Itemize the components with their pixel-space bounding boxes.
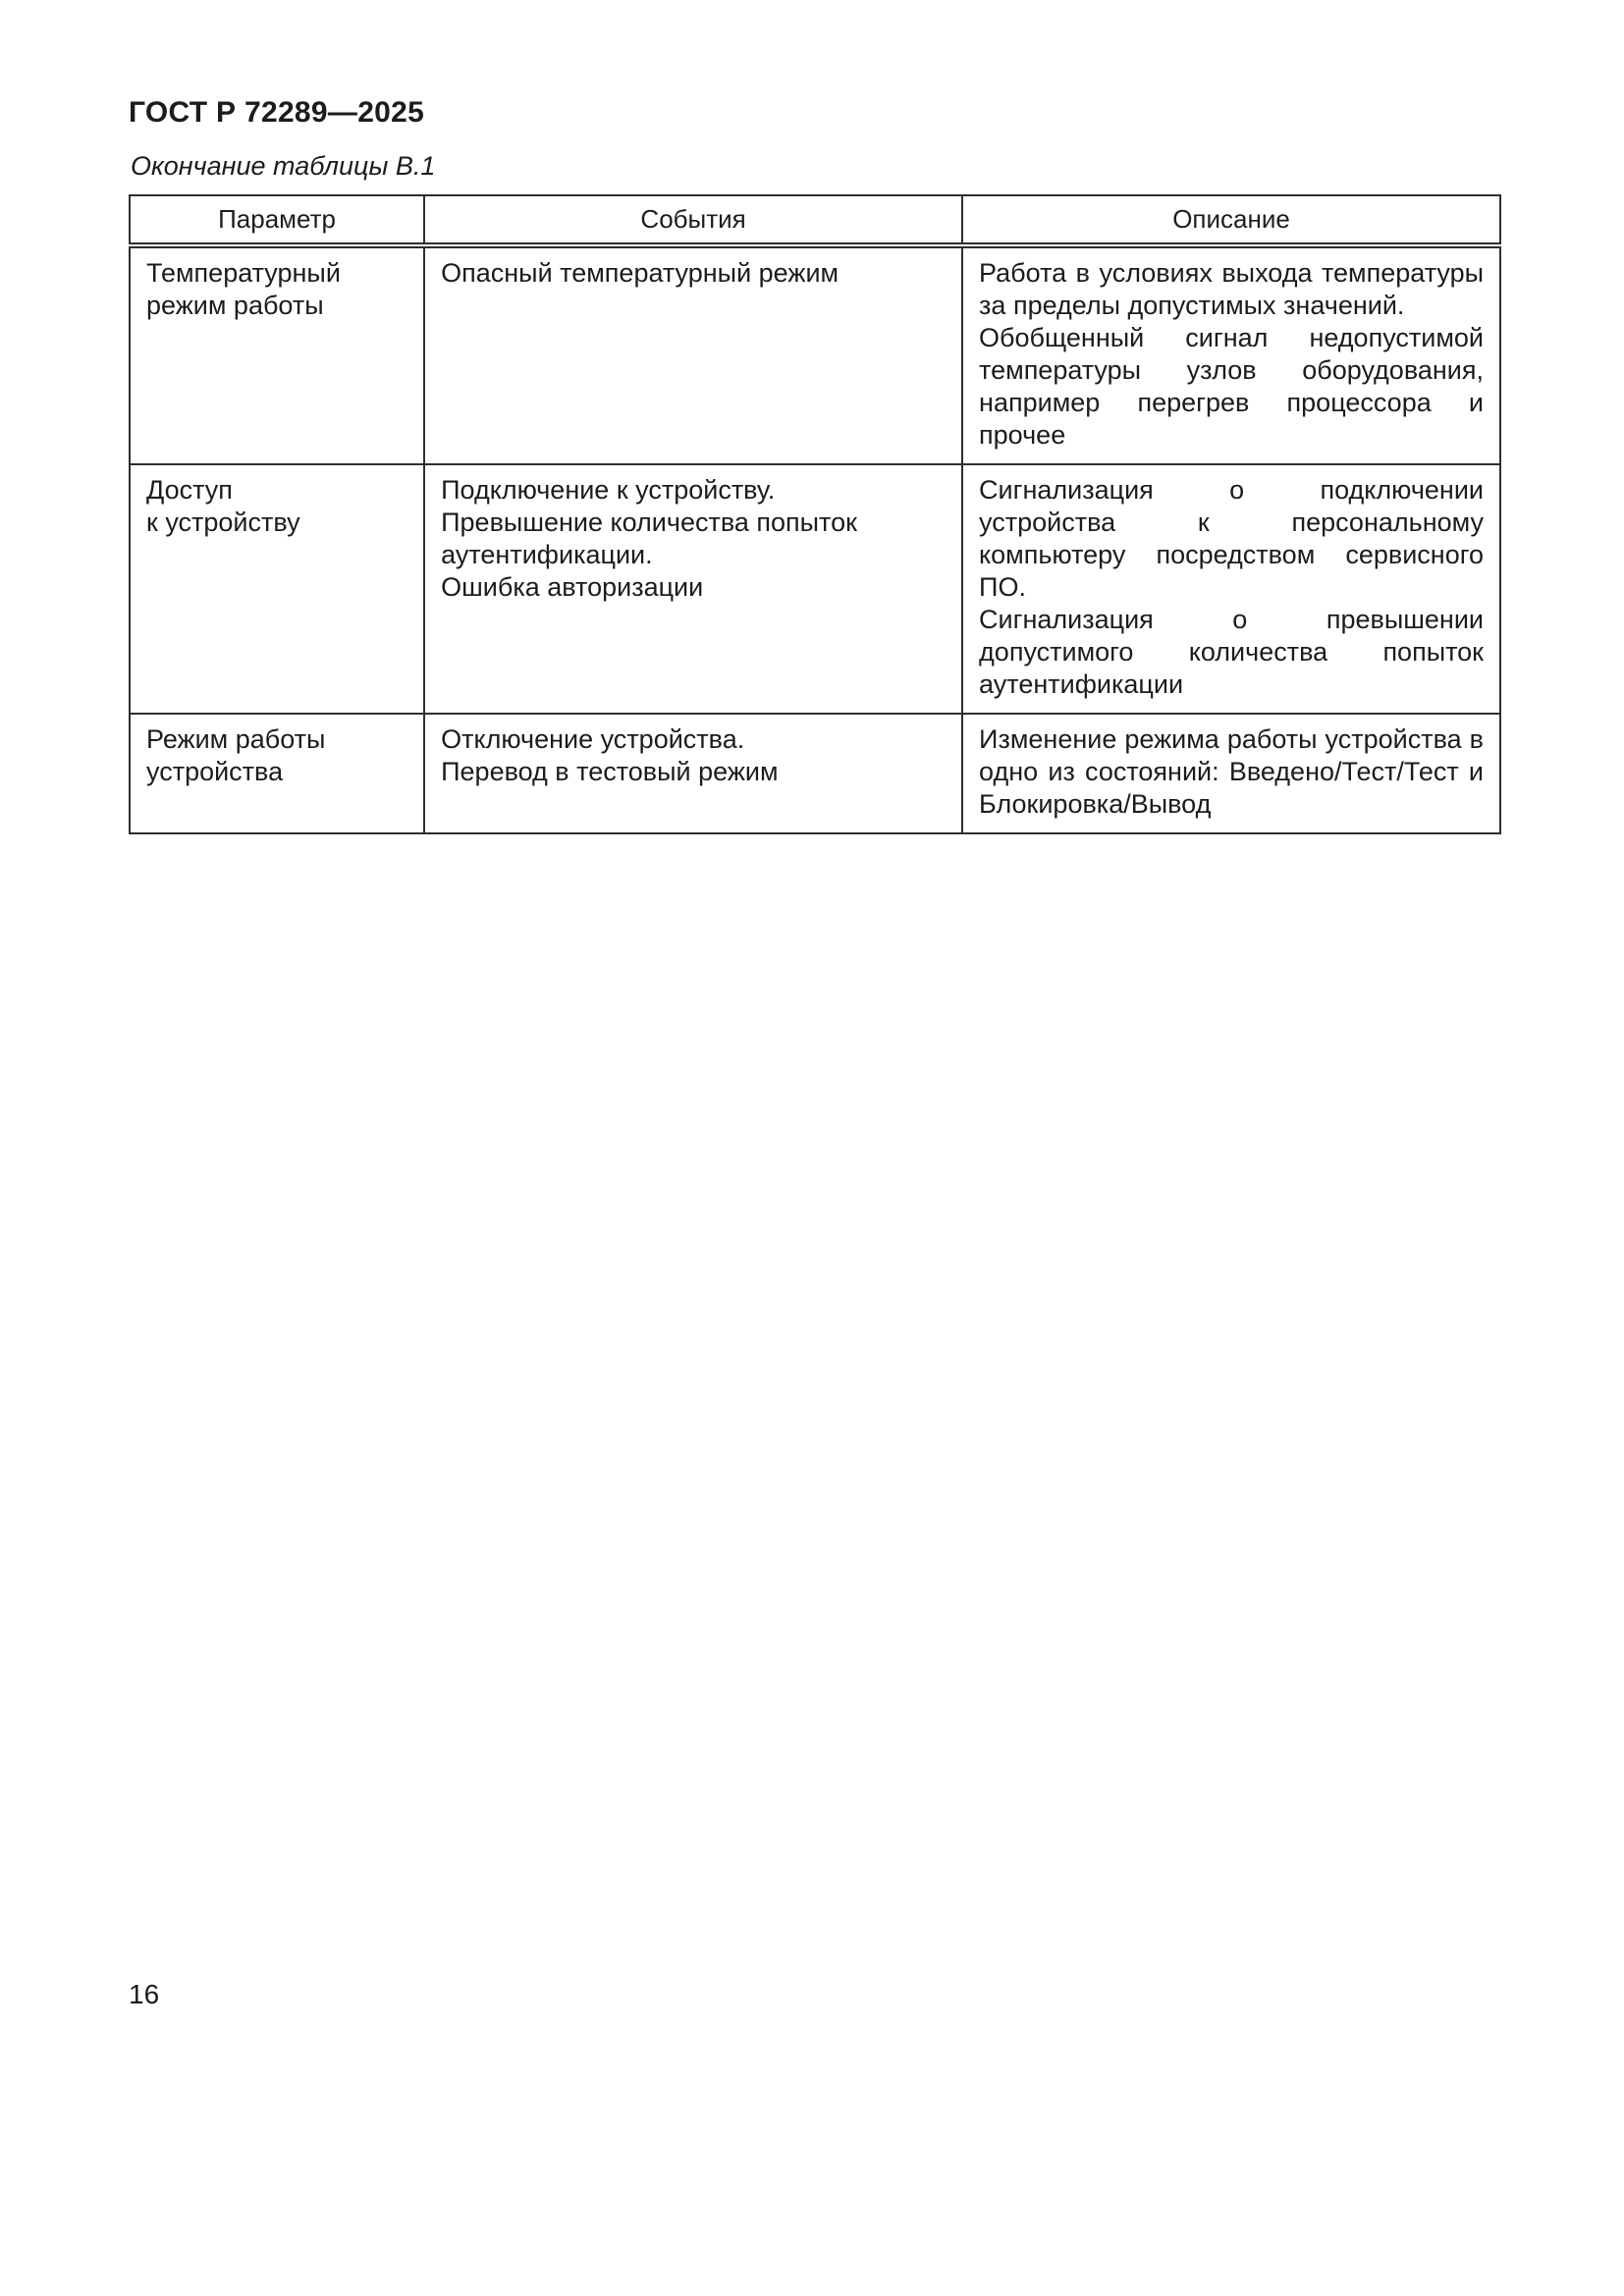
cell-events (424, 464, 962, 714)
page-number: 16 (129, 1979, 160, 2009)
paragraph: Подключение к устройству. (441, 475, 776, 505)
cell-description (962, 245, 1500, 464)
paragraph: Перевод в тестовый режим (441, 757, 779, 786)
table-header (130, 195, 1500, 245)
table-row (130, 714, 1500, 833)
paragraph: Опасный температурный режим (441, 258, 839, 288)
paragraph: Сигнализация о превышении допустимого количества попыток аутентификации (979, 605, 1484, 699)
paragraph: Отключение устройства. (441, 724, 745, 754)
paragraph: Режим работы (146, 724, 326, 754)
paragraph: устройства (146, 757, 284, 786)
paragraph: Доступ (146, 475, 233, 505)
table-caption: Окончание таблицы В.1 (131, 151, 436, 181)
cell-description (962, 714, 1500, 833)
cell-description (962, 464, 1500, 714)
table-header-row (130, 195, 1500, 245)
column-header-description: Описание (962, 195, 1500, 245)
paragraph: Превышение количества попыток аутентификации. (441, 507, 857, 569)
paragraph: режим работы (146, 291, 324, 320)
document-header-title: ГОСТ Р 72289—2025 (129, 96, 425, 129)
table-row (130, 464, 1500, 714)
table-body (130, 245, 1500, 833)
cell-events (424, 245, 962, 464)
paragraph: к устройству (146, 507, 300, 537)
cell-parameter (130, 714, 424, 833)
cell-parameter (130, 245, 424, 464)
parameters-table (129, 194, 1501, 834)
column-header-parameter: Параметр (130, 195, 424, 245)
cell-parameter (130, 464, 424, 714)
paragraph: Сигнализация о подключении устройства к персональному компьютеру посредством сервисного ПО. (979, 475, 1484, 602)
paragraph: Обобщенный сигнал недопустимой температуры узлов оборудования, например перегрев процессора и прочее (979, 323, 1484, 450)
paragraph: Температурный (146, 258, 341, 288)
cell-events (424, 714, 962, 833)
column-header-events: События (424, 195, 962, 245)
paragraph: Ошибка авторизации (441, 572, 704, 602)
paragraph: Работа в условиях выхода температуры за пределы допустимых значений. (979, 258, 1484, 320)
table-row (130, 245, 1500, 464)
paragraph: Изменение режима работы устройства в одно из состояний: Введено/Тест/Тест и Блокировка/Вывод (979, 724, 1484, 819)
